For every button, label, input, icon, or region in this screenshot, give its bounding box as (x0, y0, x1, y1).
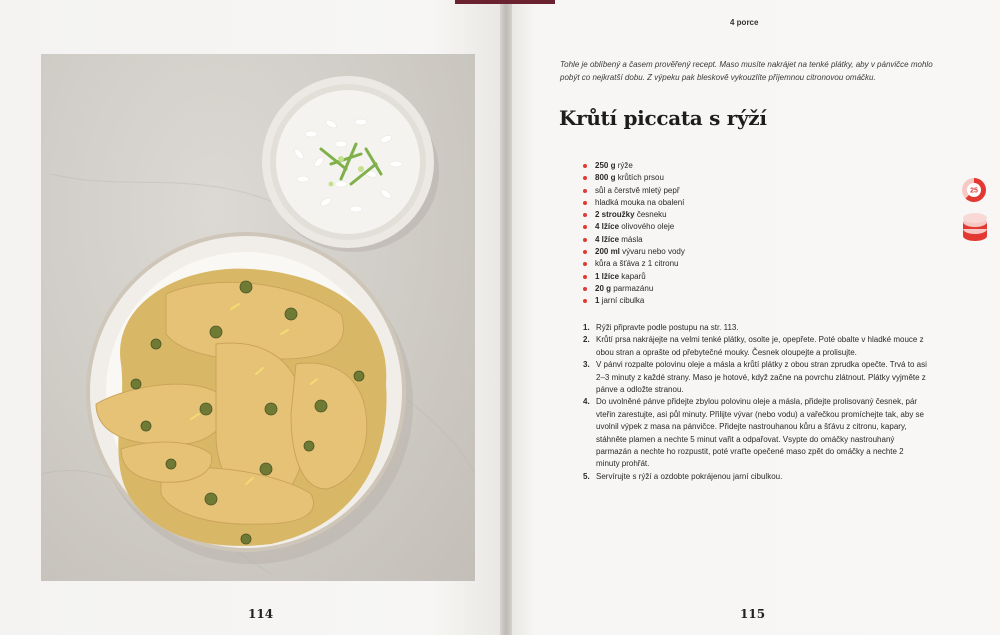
piccata-photo-illustration (41, 54, 475, 581)
right-page (506, 0, 1000, 635)
ingredient-item: 1 lžíce kaparů (583, 271, 685, 283)
ingredient-item: 200 ml vývaru nebo vody (583, 246, 685, 258)
bookmark-ribbon (455, 0, 555, 4)
ingredient-item: 800 g krůtích prsou (583, 172, 685, 184)
page-number-right: 115 (740, 607, 766, 621)
clock-timer-icon (961, 177, 987, 208)
ingredient-item: 1 jarní cibulka (583, 295, 685, 307)
ingredient-item: 4 lžíce olivového oleje (583, 221, 685, 233)
stacked-coins-icon (962, 212, 988, 247)
page-number-left: 114 (248, 607, 274, 621)
ingredient-item: 2 stroužky česneku (583, 209, 685, 221)
method-step: 4. Do uvolněné pánve přidejte zbylou polovinu oleje a másla, přidejte prolisovaný česnek, pár vteřin zarestujte, asi půl minuty. Přilijte vývar (nebo vodu) a vařečkou promíchejte tak, aby se uvolnil výpek z masa na pánvičce. Přidejte nastrouhanou kůru a šťávu z citronu, kapary, stáhněte plamen a nechte 5 minut vařit a odpařovat. Vsypte do omáčky nastrouhaný parmazán a nechte ho rozpustit, poté vraťte opečené maso zpět do omáčky a nechte 2 minuty prohřát. (583, 397, 924, 469)
method-step: 1. Rýži připravte podle postupu na str. 113. (583, 323, 739, 332)
svg-text:25: 25 (970, 187, 978, 195)
ingredient-item: 4 lžíce másla (583, 234, 685, 246)
method-steps (583, 322, 928, 483)
portions-label: 4 porce (730, 18, 759, 27)
method-step: 3. V pánvi rozpalte polovinu oleje a másla a krůtí plátky z obou stran zprudka opečte. Trvá to asi 2–3 minuty z každé strany. Maso je hotové, když začne na povrchu zlátnout. Plátky vyjměte z pánve a odložte stranou. (583, 360, 927, 395)
ingredient-item: hladká mouka na obalení (583, 197, 685, 209)
ingredient-item: 20 g parmazánu (583, 283, 685, 295)
ingredient-item: kůra a šťáva z 1 citronu (583, 258, 685, 270)
ingredients-list (583, 160, 685, 308)
ingredient-item: 250 g rýže (583, 160, 685, 172)
method-step: 5. Servírujte s rýží a ozdobte pokrájenou jarní cibulkou. (583, 471, 783, 481)
recipe-title: Krůtí piccata s rýží (559, 106, 767, 130)
book-gutter (500, 0, 512, 635)
ingredient-item: sůl a čerstvě mletý pepř (583, 185, 685, 197)
recipe-intro: Tohle je oblíbený a časem prověřený recept. Maso musíte nakrájet na tenké plátky, aby v pánvičce mohlo pobýt co nejkratší dobu. Z výpeku pak bleskově vykouzlíte příjemnou citronovou omáčku. (560, 60, 933, 82)
method-step: 2. Krůtí prsa nakrájejte na velmi tenké plátky, osolte je, opepřete. Poté obalte v hladké mouce z obou stran a oprašte od přebytečné mouky. Česnek oloupejte a prolisujte. (583, 335, 924, 357)
food-photo (41, 54, 475, 581)
